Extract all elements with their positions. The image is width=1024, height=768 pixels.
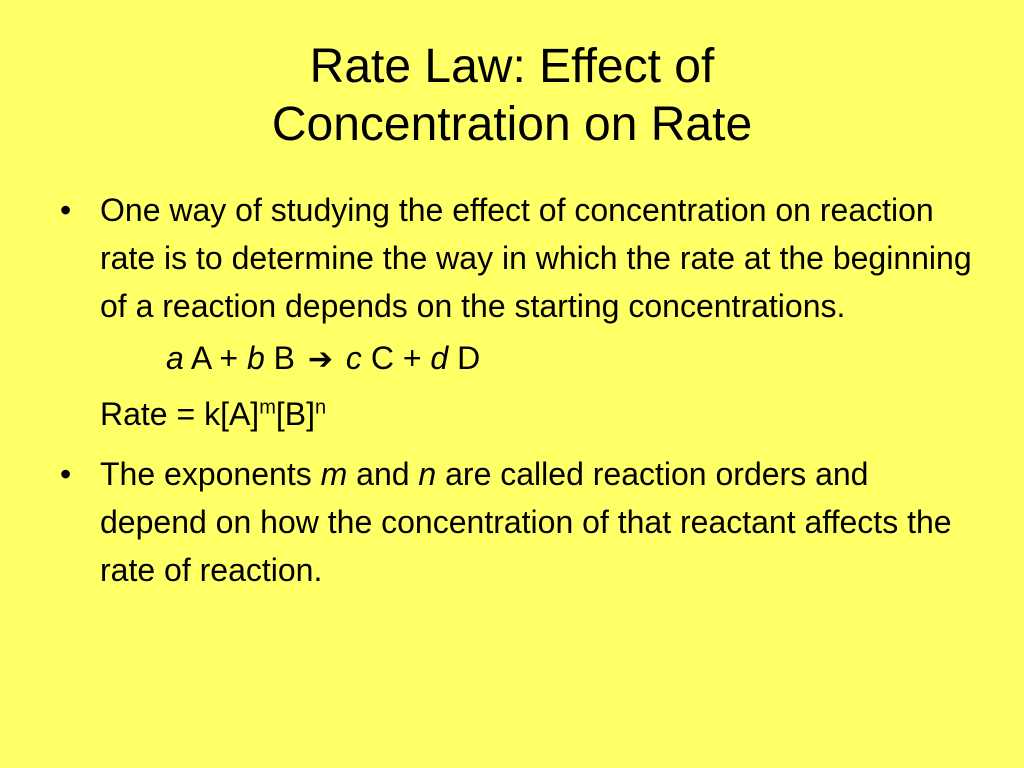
rate-law-middle: [B] bbox=[275, 396, 315, 432]
bullet-text: One way of studying the effect of concentration on reaction rate is to determine the way in which the rate at the beginning of a reaction depends on the starting concentrations. bbox=[100, 192, 972, 324]
rate-law-prefix: Rate = k[A] bbox=[100, 396, 260, 432]
bullet-text-post: are called reaction orders and depend on how the concentration of that reactant affects the rate of reaction. bbox=[100, 456, 952, 588]
coefficient-a: a bbox=[166, 340, 184, 376]
bullet-text-and: and bbox=[356, 456, 410, 492]
species-d: D bbox=[457, 340, 481, 376]
bullet-text-pre: The exponents bbox=[100, 456, 312, 492]
bullet-item bbox=[58, 186, 978, 330]
title-line-2: Concentration on Rate bbox=[271, 98, 753, 151]
plus-sign: + bbox=[402, 340, 422, 376]
bullet-item bbox=[58, 450, 978, 594]
species-c: C bbox=[370, 340, 394, 376]
reaction-equation bbox=[58, 330, 978, 386]
bullet-dot-icon: • bbox=[60, 192, 72, 228]
coefficient-b: b bbox=[246, 340, 265, 376]
bullet-dot-icon: • bbox=[60, 456, 72, 492]
slide-title bbox=[0, 38, 1024, 154]
coefficient-c: c bbox=[345, 340, 362, 376]
exponent-m: m bbox=[259, 396, 276, 419]
bullet-text bbox=[100, 456, 952, 588]
plus-sign: + bbox=[219, 340, 239, 376]
reaction-arrow-icon: ➔ bbox=[307, 343, 334, 376]
exponent-m-label: m bbox=[320, 456, 348, 492]
slide-body bbox=[58, 186, 978, 594]
title-line-1: Rate Law: Effect of bbox=[309, 40, 715, 93]
species-a: A bbox=[190, 340, 211, 376]
exponent-n: n bbox=[314, 396, 327, 419]
exponent-n-label: n bbox=[418, 456, 437, 492]
species-b: B bbox=[273, 340, 295, 376]
coefficient-d: d bbox=[430, 340, 449, 376]
rate-law bbox=[58, 386, 978, 442]
